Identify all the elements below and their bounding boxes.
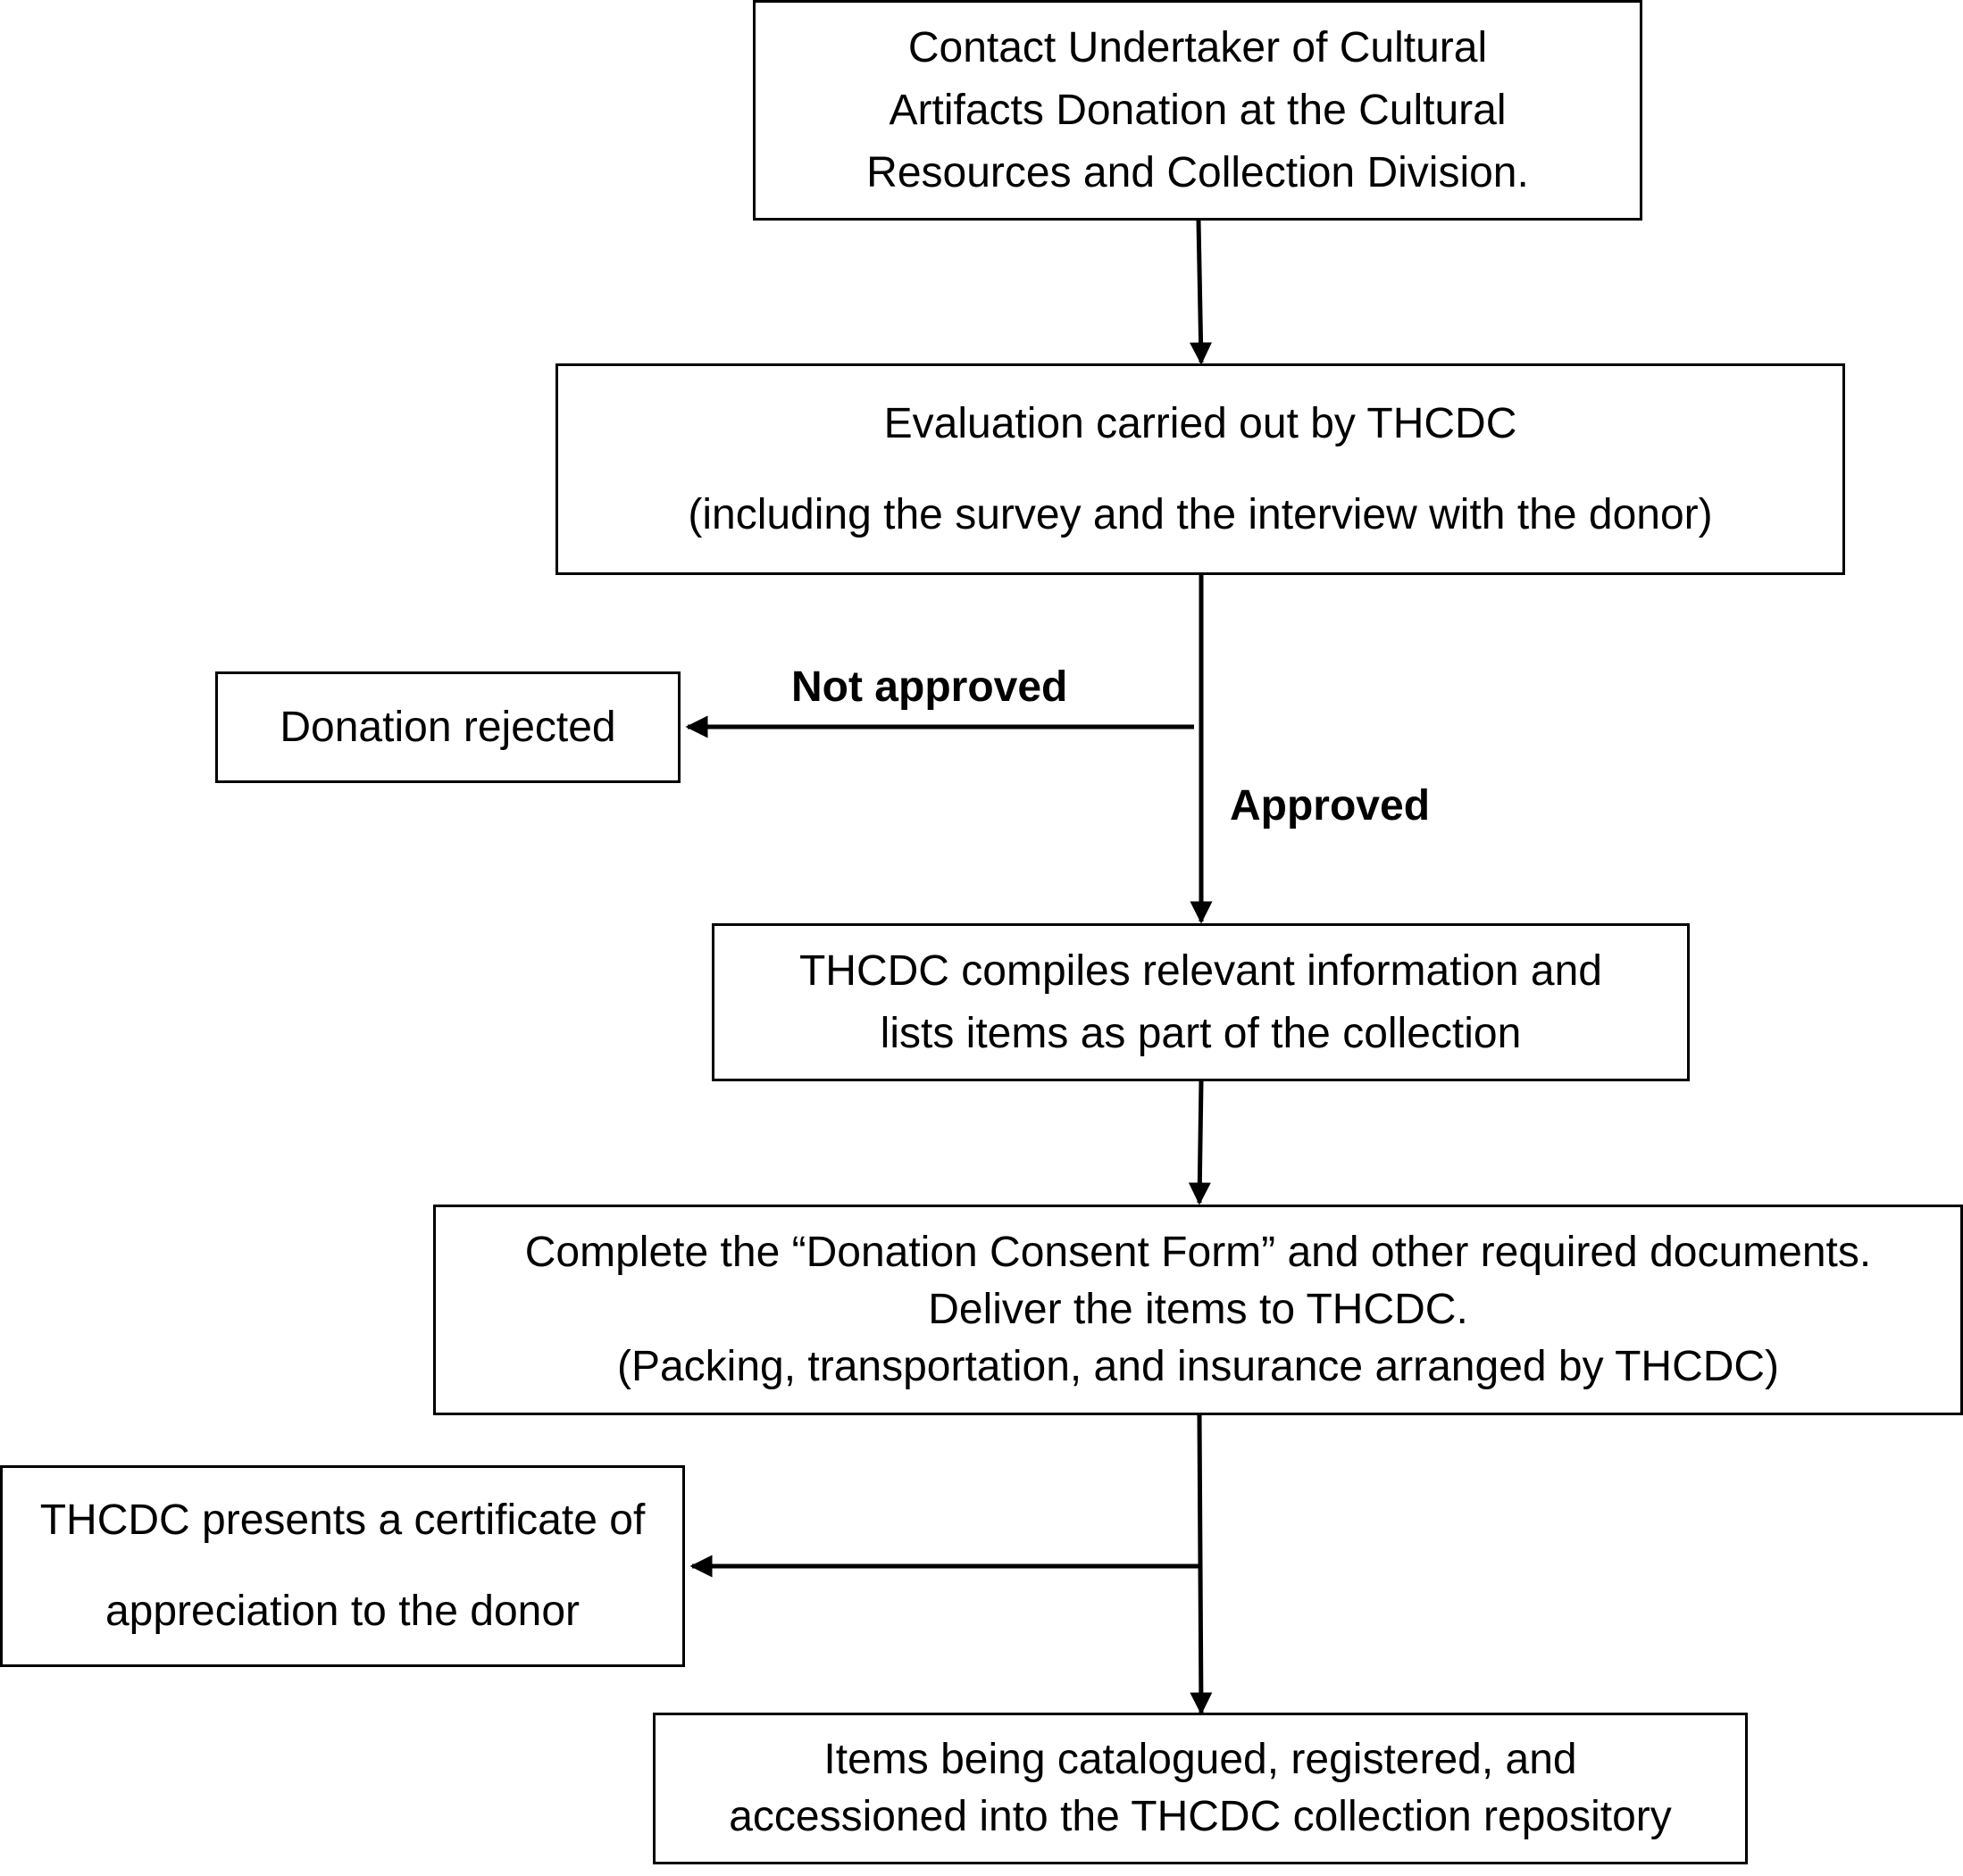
edge-label-approved: Approved: [1230, 782, 1431, 830]
step-contact-line-3: Resources and Collection Division.: [866, 148, 1529, 196]
step-consent-form: [433, 1205, 1963, 1415]
edge-label-not-approved: Not approved: [791, 663, 1068, 711]
step-certificate-line-1: THCDC presents a certificate of: [39, 1497, 646, 1544]
step-contact-line-2: Artifacts Donation at the Cultural: [889, 86, 1507, 134]
step-contact-line-1: Contact Undertaker of Cultural: [907, 23, 1488, 71]
arrow-consent-to-catalogue: [1199, 1415, 1201, 1713]
step-compile-line-1: THCDC compiles relevant information and: [798, 946, 1602, 995]
step-evaluation-line-1: Evaluation carried out by THCDC: [883, 399, 1517, 447]
step-consent-line-2: Deliver the items to THCDC.: [928, 1286, 1468, 1333]
step-certificate-line-2: appreciation to the donor: [104, 1588, 581, 1635]
step-compile-line-2: lists items as part of the collection: [880, 1009, 1522, 1057]
arrow-contact-to-evaluation: [1199, 221, 1201, 363]
arrow-compile-to-consent: [1199, 1081, 1201, 1203]
step-donation-rejected: [215, 671, 681, 783]
step-catalogue-items: [653, 1713, 1748, 1864]
step-evaluation: [555, 363, 1845, 575]
step-consent-line-3: (Packing, transportation, and insurance arranged by THCDC): [616, 1343, 1780, 1390]
step-catalogue-line-2: accessioned into the THCDC collection repository: [729, 1793, 1672, 1840]
step-compile-information: [712, 923, 1690, 1081]
step-consent-line-1: Complete the “Donation Consent Form” and other required documents.: [524, 1229, 1872, 1276]
step-evaluation-line-2: (including the survey and the interview with the donor): [688, 490, 1713, 538]
step-certificate-of-appreciation: [0, 1465, 685, 1667]
step-contact-undertaker: [753, 0, 1642, 221]
step-catalogue-line-1: Items being catalogued, registered, and: [823, 1736, 1577, 1783]
step-rejected-line-1: Donation rejected: [280, 703, 616, 751]
